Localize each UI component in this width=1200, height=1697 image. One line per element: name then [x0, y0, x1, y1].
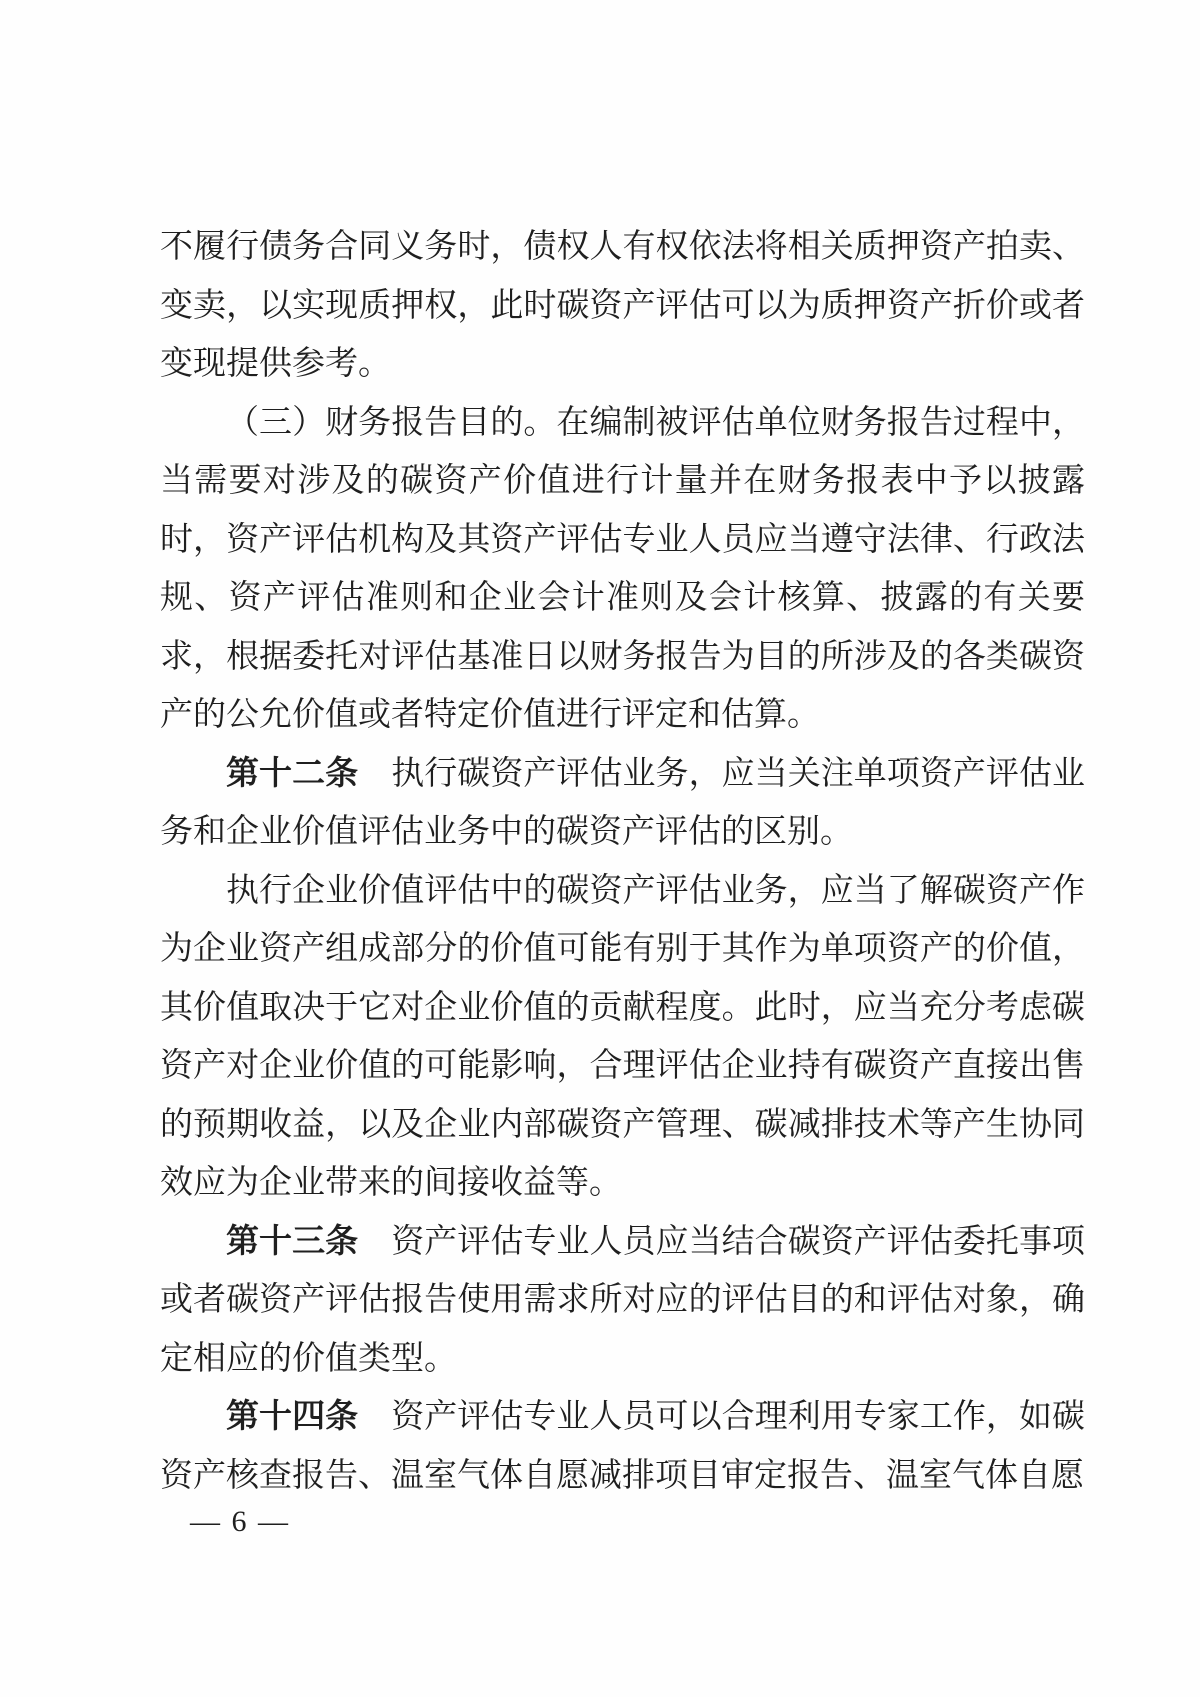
paragraph-item-3-financial-reporting: （三）财务报告目的。在编制被评估单位财务报告过程中，当需要对涉及的碳资产价值进行计量并在财务报表中予以披露时，资产评估机构及其资产评估专业人员应当遵守法律、行政法规、资产评估准则和企业会计准则及会计核算、披露的有关要求，根据委托对评估基准日以财务报告为目的所涉及的各类碳资产的公允价值或者特定价值进行评定和估算。: [160, 404, 1085, 733]
article-13-text: 资产评估专业人员应当结合碳资产评估委托事项或者碳资产评估报告使用需求所对应的评估目的和评估对象，确定相应的价值类型。: [160, 1223, 1086, 1377]
paragraph-enterprise-value: 执行企业价值评估中的碳资产评估业务，应当了解碳资产作为企业资产组成部分的价值可能有别于其作为单项资产的价值，其价值取决于它对企业价值的贡献程度。此时，应当充分考虑碳资产对企业价值的可能影响，合理评估企业持有碳资产直接出售的预期收益，以及企业内部碳资产管理、碳减排技术等产生协同效应为企业带来的间接收益等。: [160, 872, 1085, 1201]
paragraph-article-13: [160, 1213, 1085, 1389]
paragraph-article-12: [160, 745, 1085, 862]
article-12-text: 执行碳资产评估业务，应当关注单项资产评估业务和企业价值评估业务中的碳资产评估的区别。: [160, 755, 1086, 850]
page-number: — 6 —: [190, 1505, 290, 1538]
article-13-number: 第十三条: [226, 1223, 359, 1260]
article-12-number: 第十二条: [226, 755, 359, 792]
paragraph-pledge-continuation: 不履行债务合同义务时，债权人有权依法将相关质押资产拍卖、变卖，以实现质押权，此时碳资产评估可以为质押资产折价或者变现提供参考。: [160, 229, 1085, 382]
article-14-text: 资产评估专业人员可以合理利用专家工作，如碳资产核查报告、温室气体自愿减排项目审定报告、温室气体自愿: [160, 1399, 1086, 1494]
paragraph-article-14: [160, 1388, 1085, 1505]
document-body: [160, 218, 1085, 1505]
article-14-number: 第十四条: [226, 1399, 359, 1435]
